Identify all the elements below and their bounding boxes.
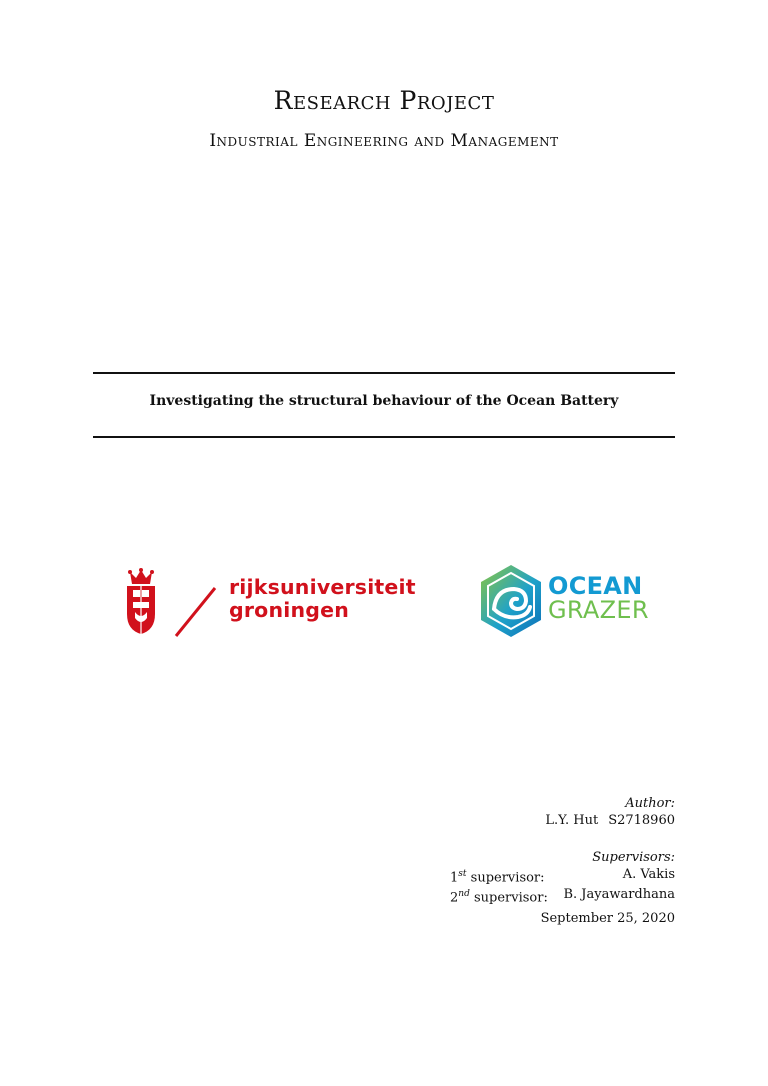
rug-logo xyxy=(124,568,414,640)
supervisors-table xyxy=(450,866,675,907)
supervisor-name: B. Jayawardhana xyxy=(563,887,675,903)
ocean-grazer-line1: OCEAN xyxy=(548,572,643,600)
author-label: Author: xyxy=(625,796,675,811)
top-rule xyxy=(93,372,675,374)
supervisor-row xyxy=(450,886,675,906)
supervisor-row xyxy=(450,866,675,886)
author-name: L.Y. Hut xyxy=(545,813,599,828)
thesis-title: Investigating the structural behaviour of the Ocean Battery xyxy=(149,393,619,409)
ocean-grazer-line2: GRAZER xyxy=(548,596,649,624)
student-number: S2718960 xyxy=(608,813,675,828)
wave-hexagon-icon xyxy=(478,563,544,639)
rug-name-line1: rijksuniversiteit xyxy=(229,575,416,599)
supervisor-role: 2nd supervisor: xyxy=(450,889,548,906)
supervisor-name: A. Vakis xyxy=(622,867,675,882)
supervisors-label: Supervisors: xyxy=(592,850,675,865)
university-crest-icon xyxy=(124,568,224,640)
ocean-grazer-logo xyxy=(478,563,648,639)
author-line xyxy=(545,812,675,829)
page-title: Research Project xyxy=(273,86,495,115)
date: September 25, 2020 xyxy=(540,911,675,926)
page-subtitle: Industrial Engineering and Management xyxy=(209,131,559,151)
bottom-rule xyxy=(93,436,675,438)
supervisor-role: 1st supervisor: xyxy=(450,869,545,886)
rug-name-line2: groningen xyxy=(229,598,350,622)
